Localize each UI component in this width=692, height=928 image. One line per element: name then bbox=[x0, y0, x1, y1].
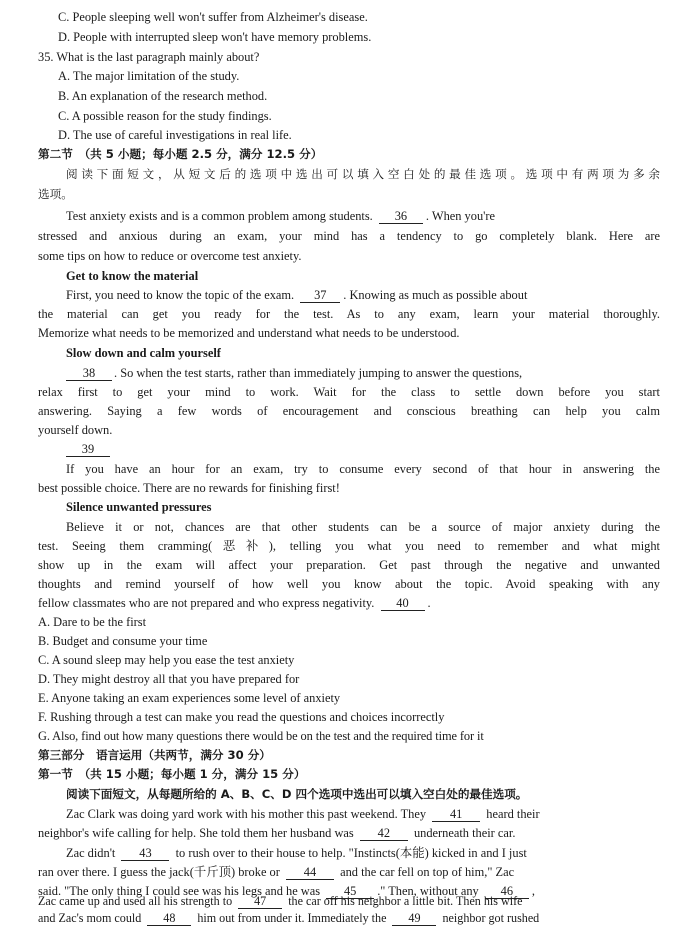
option-a: A. Dare to be the first bbox=[38, 615, 147, 629]
cloze-text: him out from under it. Immediately the bbox=[197, 911, 387, 925]
para1-line-1 bbox=[66, 287, 527, 304]
cloze-text: Zac Clark was doing yard work with his mother this past weekend. They bbox=[66, 807, 427, 821]
para2-line-3: answering. Saying a few words of encouragement and conscious breathing can help you calm bbox=[38, 404, 660, 418]
part3-instruction: 阅读下面短文，从每题所给的 A、B、C、D 四个选项中选出可以填入空白处的最佳选项。 bbox=[66, 787, 528, 801]
cloze-text: to rush over to their house to help. "Instincts(本能) kicked in and I just bbox=[175, 846, 527, 860]
intro-line-3: some tips on how to reduce or overcome test anxiety. bbox=[38, 249, 302, 263]
blank-49: 49 bbox=[392, 911, 436, 926]
blank-42: 42 bbox=[360, 826, 408, 841]
intro-line-2: stressed and anxious during an exam, your mind has a tendency to go completely blank. Here are bbox=[38, 229, 660, 243]
para4-line-3: show up in the exam will affect your preparation. Get past through the negative and unwanted bbox=[38, 558, 660, 572]
blank-48: 48 bbox=[147, 911, 191, 926]
heading-blank-39-wrap bbox=[66, 441, 110, 458]
cloze-text: and Zac's mom could bbox=[38, 911, 142, 925]
cloze-text: heard their bbox=[486, 807, 540, 821]
option-c: C. A sound sleep may help you ease the test anxiety bbox=[38, 653, 295, 667]
section2-instruction: 阅读下面短文，从短文后的选项中选出可以填入空白处的最佳选项。选项中有两项为多余 bbox=[66, 167, 660, 181]
blank-46: 46 bbox=[485, 884, 529, 899]
q34-option-d: D. People with interrupted sleep won't have memory problems. bbox=[58, 30, 372, 44]
cloze-text: Zac didn't bbox=[66, 846, 116, 860]
intro-text-after: . When you're bbox=[425, 209, 496, 223]
para1-line-2: the material can get you ready for the test. As to any exam, learn your material thoroughly. bbox=[38, 307, 660, 321]
cloze-text: ran over there. I guess the jack(千斤顶) broke or bbox=[38, 865, 280, 879]
para4-line-4: thoughts and remind yourself of how well you know about the topic. Avoid speaking with any bbox=[38, 577, 660, 591]
para4-line-5 bbox=[38, 595, 431, 612]
cloze-text: neighbor's wife calling for help. She told them her husband was bbox=[38, 826, 354, 840]
intro-text: Test anxiety exists and is a common problem among students. bbox=[66, 209, 373, 223]
q35-stem: 35. What is the last paragraph mainly about? bbox=[38, 50, 260, 64]
para1-text-after: . Knowing as much as possible about bbox=[343, 288, 528, 302]
para1-line-3: Memorize what needs to be memorized and understand what needs to be understood. bbox=[38, 326, 460, 340]
cloze-line-7 bbox=[38, 910, 539, 927]
option-g: G. Also, find out how many questions there would be on the test and the required time for it bbox=[38, 729, 484, 743]
option-e: E. Anyone taking an exam experiences some level of anxiety bbox=[38, 691, 341, 705]
blank-47: 47 bbox=[238, 894, 282, 909]
cloze-text: , bbox=[531, 884, 535, 898]
para4-text-after: . bbox=[427, 596, 431, 610]
q34-option-c: C. People sleeping well won't suffer from Alzheimer's disease. bbox=[58, 10, 368, 24]
cloze-line-6 bbox=[38, 893, 523, 910]
cloze-text: the car off his neighbor a little bit. Then his wife bbox=[288, 894, 523, 908]
para4-text: fellow classmates who are not prepared and who express negativity. bbox=[38, 596, 375, 610]
subheading-silence-pressures: Silence unwanted pressures bbox=[66, 500, 212, 514]
para3-line-1: If you have an hour for an exam, try to consume every second of that hour in answering the bbox=[66, 462, 660, 476]
blank-44: 44 bbox=[286, 865, 334, 880]
blank-40: 40 bbox=[381, 596, 425, 611]
blank-43: 43 bbox=[121, 846, 169, 861]
q35-option-d: D. The use of careful investigations in real life. bbox=[58, 128, 292, 142]
subheading-slow-down: Slow down and calm yourself bbox=[66, 346, 221, 360]
q35-option-c: C. A possible reason for the study findings. bbox=[58, 109, 272, 123]
cloze-text: Zac came up and used all his strength to bbox=[38, 894, 233, 908]
cloze-text: underneath their car. bbox=[413, 826, 516, 840]
cloze-text: neighbor got rushed bbox=[442, 911, 540, 925]
part3-section1-heading: 第一节 （共 15 小题；每小题 1 分，满分 15 分） bbox=[38, 767, 306, 781]
intro-line-1 bbox=[66, 208, 660, 225]
cloze-text: said. "The only thing I could see was his legs and he was bbox=[38, 884, 321, 898]
cloze-line-2 bbox=[38, 825, 515, 842]
part3-heading: 第三部分 语言运用（共两节，满分 30 分） bbox=[38, 748, 271, 762]
blank-39: 39 bbox=[66, 442, 110, 457]
option-d: D. They might destroy all that you have prepared for bbox=[38, 672, 300, 686]
option-b: B. Budget and consume your time bbox=[38, 634, 208, 648]
blank-37: 37 bbox=[300, 288, 340, 303]
cloze-line-4 bbox=[38, 864, 514, 881]
para1-text: First, you need to know the topic of the exam. bbox=[66, 288, 295, 302]
section2-instruction-cont: 选项。 bbox=[38, 187, 73, 201]
blank-41: 41 bbox=[432, 807, 480, 822]
blank-36: 36 bbox=[379, 209, 423, 224]
cloze-line-1 bbox=[66, 806, 540, 823]
para2-line-2: relax first to get your mind to work. Wait for the class to settle down before you start bbox=[38, 385, 660, 399]
cloze-line-3 bbox=[66, 845, 527, 862]
blank-45: 45 bbox=[326, 884, 374, 899]
para2-text: . So when the test starts, rather than immediately jumping to answer the questions, bbox=[114, 366, 523, 380]
subheading-know-material: Get to know the material bbox=[66, 269, 199, 283]
q35-option-a: A. The major limitation of the study. bbox=[58, 69, 240, 83]
para4-line-2: test. Seeing them cramming(恶补), telling you what you need to remember and what might bbox=[38, 539, 660, 553]
cloze-text: and the car fell on top of him," Zac bbox=[340, 865, 515, 879]
para2-line-4: yourself down. bbox=[38, 423, 113, 437]
section2-heading: 第二节 （共 5 小题；每小题 2.5 分，满分 12.5 分） bbox=[38, 147, 323, 161]
cloze-text: ." Then, without any bbox=[377, 884, 479, 898]
para2-line-1 bbox=[66, 365, 522, 382]
option-f: F. Rushing through a test can make you read the questions and choices incorrectly bbox=[38, 710, 445, 724]
para4-line-1: Believe it or not, chances are that other students can be a source of major anxiety during the bbox=[66, 520, 660, 534]
blank-38: 38 bbox=[66, 366, 112, 381]
q35-option-b: B. An explanation of the research method. bbox=[58, 89, 268, 103]
para3-line-2: best possible choice. There are no rewards for finishing first! bbox=[38, 481, 340, 495]
